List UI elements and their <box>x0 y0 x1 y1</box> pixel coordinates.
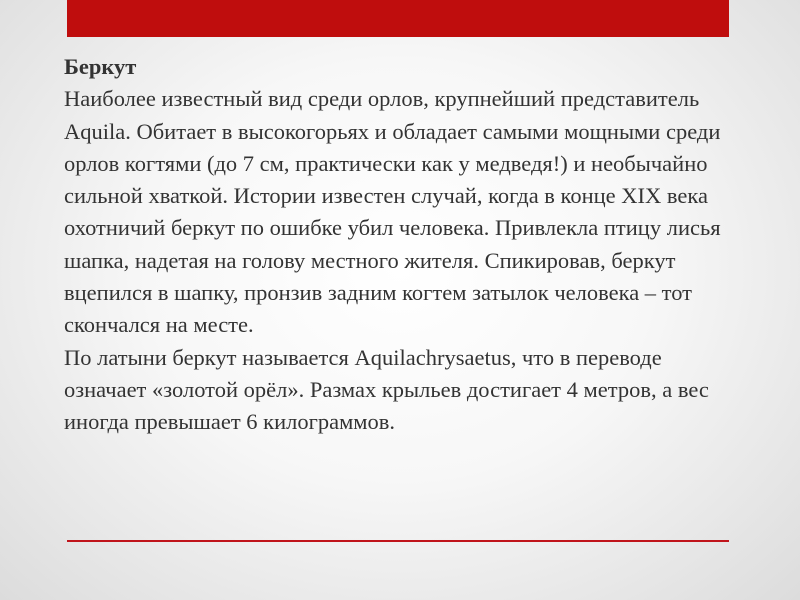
slide-content <box>64 51 736 439</box>
top-accent-bar <box>67 0 729 37</box>
slide-title: Беркут <box>64 54 137 79</box>
paragraph-latin-name: По латыни беркут называется Aquilachrysaetus, что в переводе означает «золотой орёл». Размах крыльев достигает 4 метров, а вес иногда превышает 6 килограммов. <box>64 344 709 435</box>
paragraph-description: Наиболее известный вид среди орлов, крупнейший представитель Aquila. Обитает в высокогорьях и обладает самыми мощными среди орлов когтями (до 7 см, практически как у медведя!) и необычайно сильной хваткой. Истории известен случай, когда в конце XIX века охотничий беркут по ошибке убил человека. Привлекла птицу лисья шапка, надетая на голову местного жителя. Спикировав, беркут вцепился в шапку, пронзив задним когтем затылок человека – тот скончался на месте. <box>64 86 721 338</box>
bottom-divider-line <box>67 540 729 542</box>
